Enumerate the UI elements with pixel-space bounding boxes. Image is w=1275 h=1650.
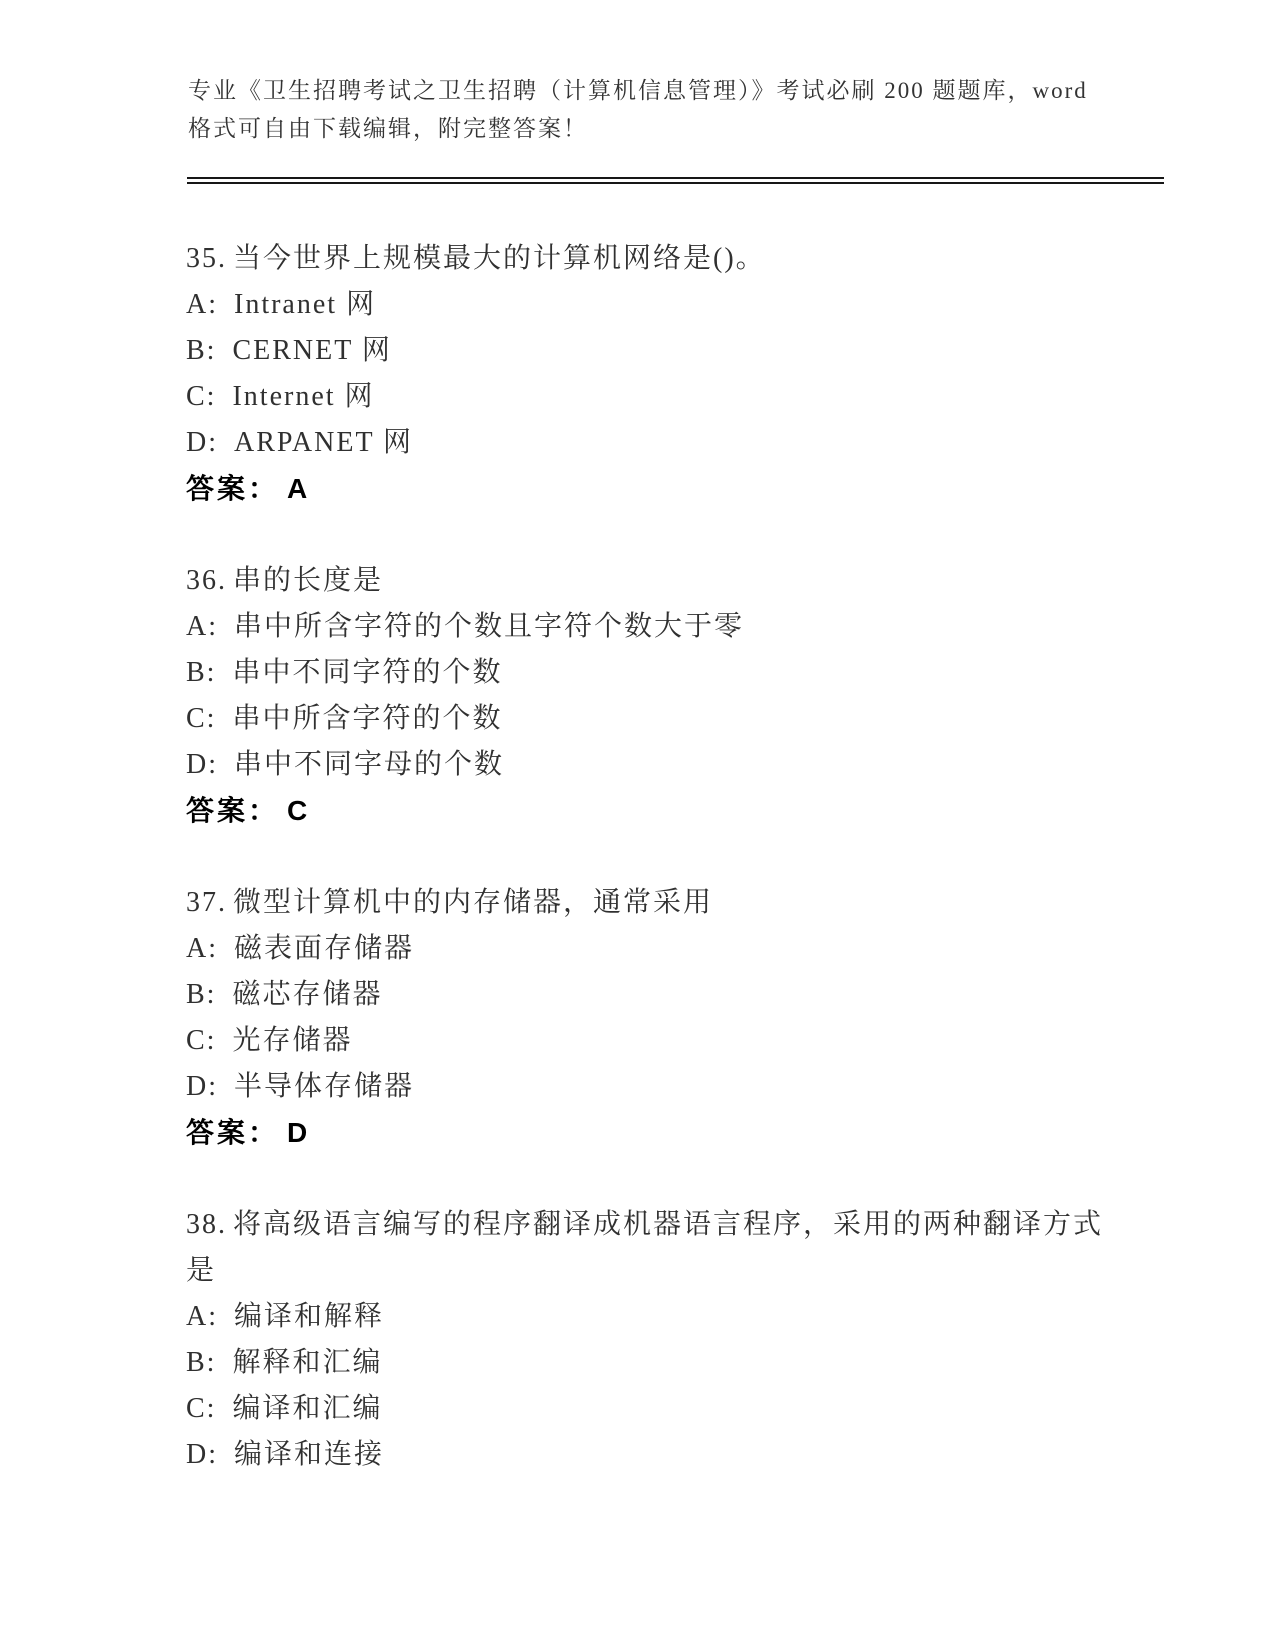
answer-line [186,788,1136,834]
option-text: Internet 网 [232,381,375,412]
option-text: 串中不同字符的个数 [232,657,503,688]
option-label: C: [186,381,217,412]
option-text: 编译和汇编 [232,1393,383,1424]
answer-value: D [287,1117,311,1148]
option-b [186,328,1136,374]
question-title [186,558,1136,604]
option-label: C: [186,1393,217,1424]
answer-prefix: 答案： [186,473,280,504]
question-text: 微型计算机中的内存储器，通常采用 [233,887,714,918]
option-d [186,742,1136,788]
option-text: 解释和汇编 [232,1347,383,1378]
question-number: 35. [186,243,227,274]
question-text: 是 [186,1255,217,1286]
option-label: A: [186,289,218,320]
option-label: D: [186,749,218,780]
option-text: 串中不同字母的个数 [234,749,505,780]
question-number: 36. [186,565,227,596]
option-text: CERNET 网 [232,335,392,366]
option-c [186,1018,1136,1064]
questions-list [186,236,1136,1478]
question-number: 37. [186,887,227,918]
question-36 [186,558,1136,834]
answer-value: C [287,795,311,826]
option-d [186,1432,1136,1478]
header-line-2: 格式可自由下载编辑，附完整答案！ [188,116,588,141]
question-number: 38. [186,1209,227,1240]
option-label: D: [186,1439,218,1470]
question-title [186,880,1136,926]
question-35 [186,236,1136,512]
option-text: 串中所含字符的个数且字符个数大于零 [234,611,745,642]
option-text: 编译和解释 [234,1301,385,1332]
option-text: 光存储器 [232,1025,353,1056]
option-label: A: [186,1301,218,1332]
option-c [186,1386,1136,1432]
option-label: D: [186,1071,218,1102]
option-c [186,374,1136,420]
question-text: 串的长度是 [233,565,384,596]
option-label: B: [186,335,217,366]
option-text: Intranet 网 [234,289,377,320]
question-title [186,236,1136,282]
answer-prefix: 答案： [186,795,280,826]
option-label: A: [186,933,218,964]
question-text: 将高级语言编写的程序翻译成机器语言程序，采用的两种翻译方式 [233,1209,1104,1240]
option-text: 磁芯存储器 [232,979,383,1010]
option-b [186,650,1136,696]
question-text: 当今世界上规模最大的计算机网络是()。 [233,243,766,274]
option-d [186,420,1136,466]
answer-prefix: 答案： [186,1117,280,1148]
option-c [186,696,1136,742]
option-label: D: [186,427,218,458]
option-a [186,926,1136,972]
question-title-wrap [186,1248,1136,1294]
page-header [188,72,1188,148]
option-text: 串中所含字符的个数 [232,703,503,734]
option-b [186,972,1136,1018]
option-b [186,1340,1136,1386]
answer-value: A [287,473,311,504]
option-label: C: [186,703,217,734]
option-label: A: [186,611,218,642]
option-text: ARPANET 网 [234,427,414,458]
header-line-1: 专业《卫生招聘考试之卫生招聘（计算机信息管理）》考试必刷 200 题题库，word [188,78,1088,103]
option-a [186,604,1136,650]
answer-line [186,466,1136,512]
question-38 [186,1202,1136,1478]
option-a [186,282,1136,328]
option-label: C: [186,1025,217,1056]
option-text: 磁表面存储器 [234,933,415,964]
header-divider-rule [187,177,1164,184]
option-label: B: [186,1347,217,1378]
option-text: 半导体存储器 [234,1071,415,1102]
option-text: 编译和连接 [234,1439,385,1470]
answer-line [186,1110,1136,1156]
option-label: B: [186,657,217,688]
question-title [186,1202,1136,1248]
option-label: B: [186,979,217,1010]
option-a [186,1294,1136,1340]
option-d [186,1064,1136,1110]
question-37 [186,880,1136,1156]
